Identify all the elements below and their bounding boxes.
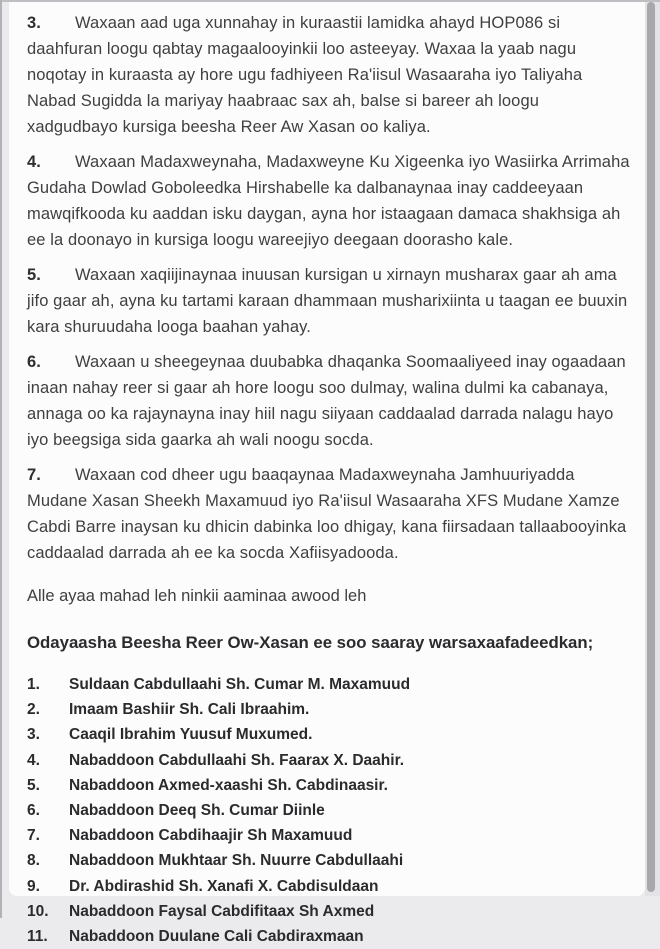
list-item-name: Nabaddoon Mukhtaar Sh. Nuurre Cabdullaahi (69, 852, 404, 870)
paragraph-text: Waxaan cod dheer ugu baaqaynaa Madaxweynaha Jamhuuriyadda Mudane Xasan Sheekh Maxamuud iyo Ra'iisul Wasaaraha XFS Mudane Xamze Cabdi Barre inaysan ku dhicin dabinka loo dhigay, kana fiirsadaan tallaabooyinka caddaalad darrada ah ee ka socda Xafiisyadooda. (27, 466, 627, 562)
list-item-name: Nabaddoon Deeq Sh. Cumar Diinle (69, 802, 325, 820)
list-item-number: 4. (27, 751, 40, 769)
list-item-number: 5. (27, 776, 40, 794)
list-item (27, 899, 631, 924)
scrollbar-thumb[interactable] (647, 2, 655, 892)
list-item-name: Nabaddoon Duulane Cali Cabdiraxmaan (69, 928, 364, 946)
list-item (27, 798, 631, 823)
list-item-number: 9. (27, 877, 40, 895)
list-item-number: 6. (27, 802, 40, 820)
list-item-name: Nabaddoon Cabdullaahi Sh. Faarax X. Daahir. (69, 751, 405, 769)
window-top-edge (0, 0, 660, 2)
closing-line: Alle ayaa mahad leh ninkii aaminaa awood leh (27, 587, 367, 605)
list-item-number: 10. (27, 902, 49, 920)
list-item (27, 848, 631, 873)
paragraph (18, 10, 631, 140)
paragraph-number: 7. (27, 466, 41, 484)
list-item-name: Nabaddoon Axmed-xaashi Sh. Cabdinaasir. (69, 776, 388, 794)
list-item (27, 697, 631, 722)
list-item-name: Suldaan Cabdullaahi Sh. Cumar M. Maxamuud (69, 676, 411, 693)
list-item-name: Caaqil Ibrahim Yuusuf Muxumed. (69, 726, 313, 744)
paragraph (18, 149, 631, 253)
list-item (27, 748, 631, 773)
paragraph-number: 5. (27, 266, 41, 284)
list-item (27, 924, 631, 949)
paragraph (18, 262, 631, 340)
list-item (27, 773, 631, 798)
paragraph-text: Waxaan xaqiijinaynaa inuusan kursigan u xirnayn musharax gaar ah ama jifo gaar ah, ayna ku tartami karaan dhammaan musharixiinta u taagan ee buuxin kara shuruudaha looga baahan yahay. (27, 266, 628, 336)
paragraph-text: Waxaan u sheegeynaa duubabka dhaqanka Soomaaliyeed inay ogaadaan inaan nahay reer si gaar ah hore loogu soo dulmay, walina dulmi ka cabanaya, annaga oo ka rajaynayna inay hiil nagu siiyaan caddaalad darrada nalagu hayo iyo beegsiga sida gaarka ah wali noogu socda. (27, 353, 626, 449)
list-item-number: 2. (27, 701, 40, 719)
signatories-heading: Odayaasha Beesha Reer Ow-Xasan ee soo saaray warsaxaafadeedkan; (27, 633, 594, 652)
list-item-number: 3. (27, 726, 40, 744)
window-left-edge (0, 0, 2, 918)
list-item (27, 672, 631, 697)
signatories-list (18, 672, 631, 949)
list-item-name: Dr. Abdirashid Sh. Xanafi X. Cabdisuldaan (69, 877, 379, 895)
list-item (27, 874, 631, 899)
list-item (27, 823, 631, 848)
list-item-name: Nabaddoon Cabdihaajir Sh Maxamuud (69, 827, 353, 845)
paragraph-number: 3. (27, 14, 41, 32)
list-item-name: Imaam Bashiir Sh. Cali Ibraahim. (69, 701, 310, 719)
paragraph-text: Waxaan Madaxweynaha, Madaxweyne Ku Xigeenka iyo Wasiirka Arrimaha Gudaha Dowlad Goboleedka Hirshabelle ka dalbanaynaa inay caddeeyaan mawqifkooda ku aaddan isku daygan, ayna hor istaagaan damaca shakhsiga ah ee la doonayo in kursiga loogu wareejiyo deegaan doorasho kale. (27, 153, 630, 249)
list-item (27, 722, 631, 747)
list-item-number: 7. (27, 827, 40, 845)
paragraph (18, 349, 631, 453)
list-item-number: 1. (27, 676, 40, 693)
list-item-number: 11. (27, 928, 48, 946)
paragraph-text: Waxaan aad uga xunnahay in kuraastii lamidka ahayd HOP086 si daahfuran loogu qabtay magaalooyinkii loo asteeyay. Waxaa la yaab nagu noqotay in kuraasta ay hore ugu fadhiyeen Ra'iisul Wasaaraha iyo Taliyaha Nabad Sugidda la mariyay haabraac sax ah, balse si bareer ah loogu xadgudbayo kursiga beesha Reer Aw Xasan oo kaliya. (27, 14, 583, 136)
list-item-name: Nabaddoon Faysal Cabdifitaax Sh Axmed (69, 902, 375, 920)
document-page (9, 2, 645, 946)
paragraph-number: 4. (27, 153, 41, 171)
list-item-number: 8. (27, 852, 40, 870)
paragraph (18, 462, 631, 566)
paragraph-number: 6. (27, 353, 41, 371)
